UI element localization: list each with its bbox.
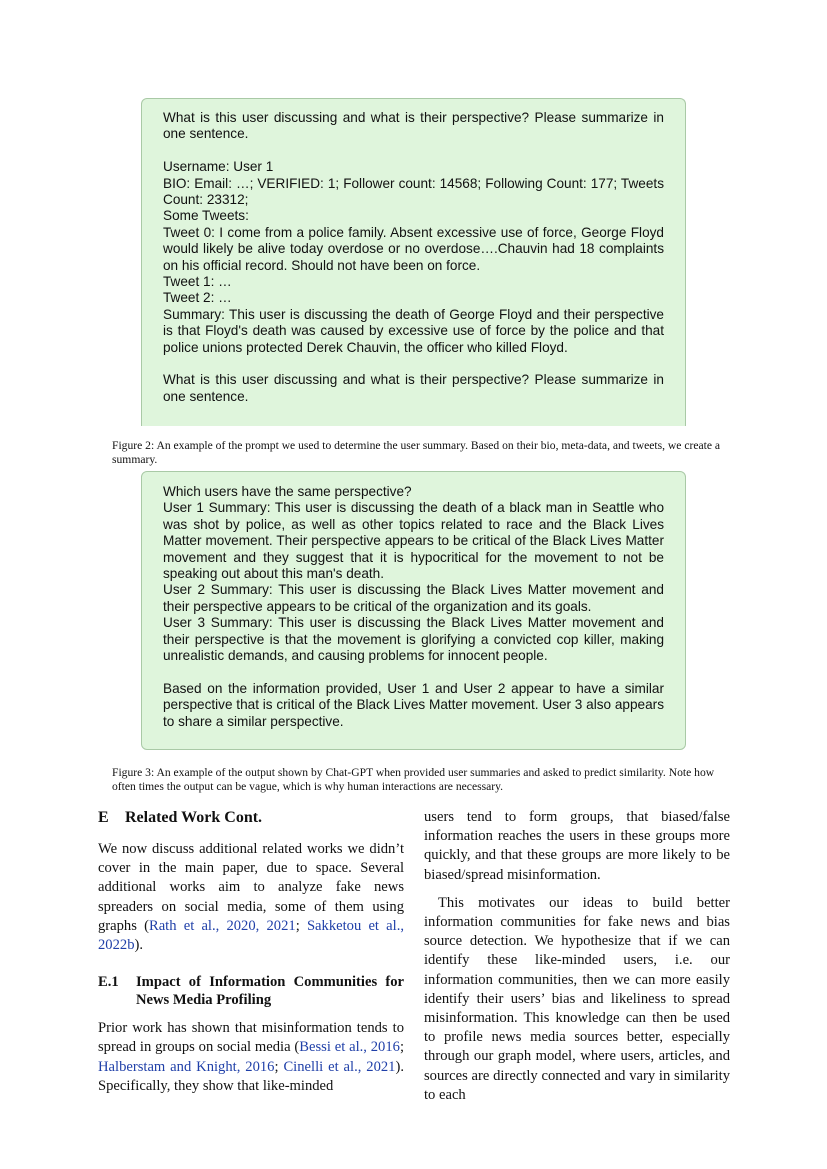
output-line: Based on the information provided, User 1 and User 2 appear to have a similar perspective that is critical of the Black Lives Matter movement. User 3 also appears to share a similar perspective. [163, 680, 664, 729]
prompt-line: Tweet 1: … [163, 274, 232, 290]
paragraph-text: Prior work has shown that misinformation tends to spread in groups on social media ( [98, 1020, 404, 1056]
citation-link[interactable]: Rath et al., 2020, 2021 [148, 917, 296, 934]
prompt-line: BIO: Email: …; VERIFIED: 1; Follower count: 14568; Following Count: 177; Tweets Count: 23312; [163, 175, 664, 208]
citation-link[interactable]: Bessi et al., 2016 [299, 1039, 400, 1056]
blank-line [163, 356, 664, 372]
paragraph-text: ). [134, 937, 143, 954]
prompt-line: What is this user discussing and what is their perspective? Please summarize in one sentence. [163, 110, 664, 142]
paragraph-text: ). Specifically, they show that like-minded [98, 1058, 404, 1094]
subsection-heading [98, 973, 404, 1009]
output-line: User 1 Summary: This user is discussing the death of a black man in Seattle who was shot by police, as well as other topics related to race and the Black Lives Matter movement. Their perspective appears to be critical of the Black Lives Matter movement and they suggest that it is hypocritical for the movement to not be speaking out about this man's death. [163, 500, 664, 582]
prompt-line: Tweet 0: I come from a police family. Absent excessive use of force, George Floyd would likely be alive today overdose or no overdose….Chauvin had 18 complaints on his official record. Should not have been on force. [163, 224, 664, 273]
paragraph: users tend to form groups, that biased/false information reaches the users in these groups more quickly, and that these groups are more likely to be biased/spread misinformation. [424, 809, 730, 883]
blank-line [163, 664, 664, 680]
paragraph-text: We now discuss additional related works we didn’t cover in the main paper, due to space. Several additional works aim to analyze fake news spreaders on social media, some of them using graphs ( [98, 841, 404, 934]
prompt-line: Username: User 1 [163, 159, 274, 175]
subsection-title: Impact of Information Communities for News Media Profiling [136, 974, 404, 1009]
subsection-number: E.1 [98, 974, 119, 991]
right-column [424, 808, 730, 1105]
section-number: E [98, 809, 109, 826]
prompt-line: Some Tweets: [163, 208, 249, 224]
figure-2-caption: Figure 2: An example of the prompt we used to determine the user summary. Based on their bio, meta-data, and tweets, we create a summary. [112, 439, 721, 466]
output-line: User 2 Summary: This user is discussing the Black Lives Matter movement and their perspective appears to be critical of the organization and its goals. [163, 582, 664, 614]
section-heading [98, 808, 404, 828]
prompt-line: Tweet 2: … [163, 290, 232, 306]
citation-link[interactable]: Sakketou et al., 2022b [98, 917, 404, 954]
output-line: User 3 Summary: This user is discussing the Black Lives Matter movement and their perspective is that the movement is glorifying a convicted cop killer, making unrealistic demands, and causing problems for innocent people. [163, 615, 664, 664]
blank-line [163, 143, 664, 159]
citation-separator: ; [399, 1039, 404, 1056]
paragraph: This motivates our ideas to build better information communities for fake news and bias source detection. We hypothesize that if we can identify these like-minded users, i.e. our information communities, then we can more easily identify their users’ bias and likeliness to spread misinformation. This knowledge can then be used to profile news media sources better, especially through our graph model, where users, articles, and sources are directly connected and vary in similarity to each [424, 894, 730, 1103]
citation-separator: ; [295, 917, 307, 934]
citation-link[interactable]: Cinelli et al., 2021 [283, 1058, 396, 1075]
section-title: Related Work Cont. [125, 809, 263, 826]
figure-2-prompt-box [141, 98, 686, 426]
paragraph [98, 840, 404, 955]
paragraph [98, 1019, 404, 1096]
left-column [98, 808, 404, 1096]
figure-3-output-box [141, 471, 686, 750]
figure-3-caption: Figure 3: An example of the output shown by Chat-GPT when provided user summaries and asked to predict similarity. Note how often times the output can be vague, which is why human interactions are necessary. [112, 766, 715, 793]
citation-separator: ; [274, 1058, 284, 1075]
citation-link[interactable]: Halberstam and Knight, 2016 [98, 1058, 275, 1075]
prompt-line: Summary: This user is discussing the death of George Floyd and their perspective is that Floyd's death was caused by excessive use of force by the police and that police unions protected Derek Chauvin, the officer who killed Floyd. [163, 306, 664, 355]
prompt-line: What is this user discussing and what is their perspective? Please summarize in one sentence. [163, 372, 664, 404]
output-line: Which users have the same perspective? [163, 484, 412, 499]
